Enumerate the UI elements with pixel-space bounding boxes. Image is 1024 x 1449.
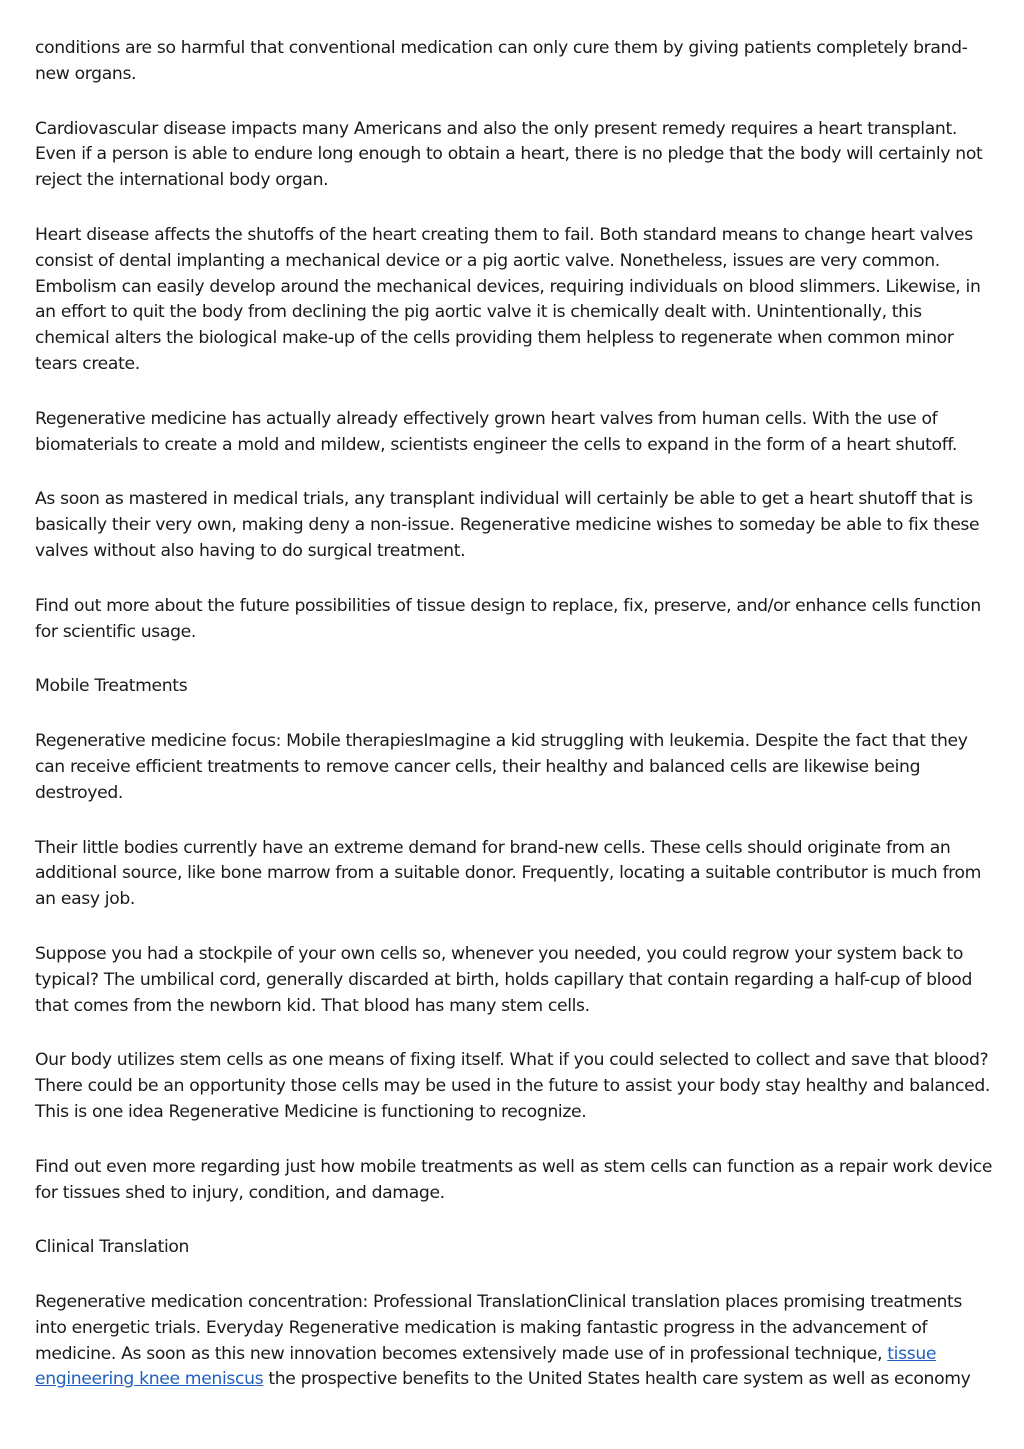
paragraph-clinical-translation <box>35 1290 995 1393</box>
document-page <box>35 36 995 1422</box>
tissue-engineering-link[interactable]: tissue engineering knee meniscus <box>35 1343 937 1390</box>
paragraph-cardiovascular: Cardiovascular disease impacts many Americans and also the only present remedy requires a heart transplant. Even if a person is able to endure long enough to obtain a heart, there is no pledge that the body will certainly not reject the international body organ. <box>35 118 983 191</box>
paragraph-stem-cells: Our body utilizes stem cells as one means of fixing itself. What if you could selected to collect and save that blood? There could be an opportunity those cells may be used in the future to assist your body stay healthy and balanced. This is one idea Regenerative Medicine is functioning to recognize. <box>35 1050 991 1122</box>
paragraph-organs: conditions are so harmful that conventional medication can only cure them by giving patients completely brand-new organs. <box>35 38 968 84</box>
paragraph-heart-disease: Heart disease affects the shutoffs of the heart creating them to fail. Both standard means to change heart valves consist of dental implanting a mechanical device or a pig aortic valve. Nonetheless, issues are very common. Embolism can easily develop around the mechanical devices, requiring individuals on blood slimmers. Likewise, in an effort to quit the body from declining the pig aortic valve it is chemically dealt with. Unintentionally, this chemical alters the biological make-up of the cells providing them helpless to regenerate when common minor tears create. <box>35 224 981 374</box>
paragraph-umbilical-cord: Suppose you had a stockpile of your own cells so, whenever you needed, you could regrow your system back to typical? The umbilical cord, generally discarded at birth, holds capillary that contain regarding a half-cup of blood that comes from the newborn kid. That blood has many stem cells. <box>35 943 972 1016</box>
paragraph-medical-trials: As soon as mastered in medical trials, any transplant individual will certainly be able to get a heart shutoff that is basically their very own, making deny a non-issue. Regenerative medicine wishes to someday be able to fix these valves without also having to do surgical treatment. <box>35 489 980 561</box>
paragraph-text-after-link: the prospective benefits to the United States health care system as well as economy <box>263 1369 971 1390</box>
paragraph-leukemia: Regenerative medicine focus: Mobile therapiesImagine a kid struggling with leukemia. Despite the fact that they can receive efficient treatments to remove cancer cells, their healthy and balanced cells are likewise being destroyed. <box>35 731 968 803</box>
paragraph-tissue-design: Find out more about the future possibilities of tissue design to replace, fix, preserve, and/or enhance cells function for scientific usage. <box>35 595 981 642</box>
paragraph-text-before-link: Regenerative medication concentration: Professional TranslationClinical translation places promising treatments into energetic trials. Everyday Regenerative medication is making fantastic progress in the advancement of medicine. As soon as this new innovation becomes extensively made use of in professional technique, <box>35 1292 963 1364</box>
paragraph-heart-valves: Regenerative medicine has actually already effectively grown heart valves from human cells. With the use of biomaterials to create a mold and mildew, scientists engineer the cells to expand in the form of a heart shutoff. <box>35 408 957 455</box>
paragraph-repair-device: Find out even more regarding just how mobile treatments as well as stem cells can function as a repair work device for tissues shed to injury, condition, and damage. <box>35 1156 993 1203</box>
section-heading-mobile-treatments: Mobile Treatments <box>35 676 188 697</box>
section-heading-clinical-translation: Clinical Translation <box>35 1237 190 1258</box>
paragraph-new-cells: Their little bodies currently have an extreme demand for brand-new cells. These cells should originate from an additional source, like bone marrow from a suitable donor. Frequently, locating a suitable contributor is much from an easy job. <box>35 837 982 910</box>
